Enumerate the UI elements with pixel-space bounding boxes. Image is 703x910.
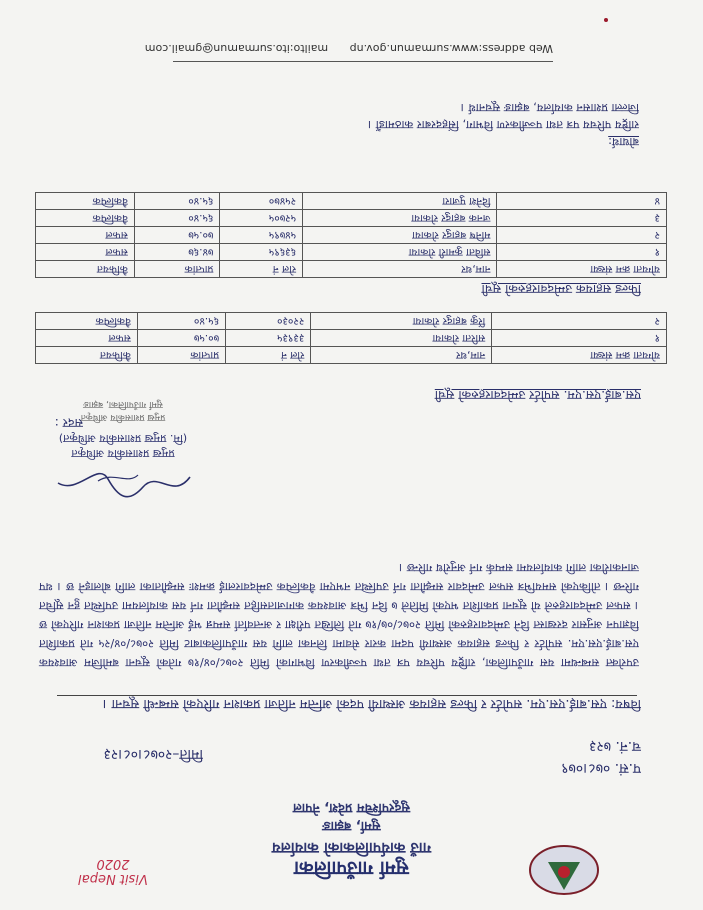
cell-roll: ३३९३५ xyxy=(226,330,311,347)
municipality-title: सुर्मा गाउँपालिका xyxy=(294,857,409,879)
signatory-name: (मि. प्रमुख प्रशासकीय अधिकृत) xyxy=(58,432,188,445)
sms-supporter-list-heading: एस.बाई.एस.एम. सपोर्टर उम्मेदवारहरुको सूची xyxy=(434,388,641,403)
field-assistant-list-heading: फिल्ड सहायक उम्मेदवारहरुको सूची xyxy=(481,282,641,297)
footer-contacts xyxy=(145,42,553,55)
table-header-row xyxy=(36,261,667,278)
table-header-row xyxy=(36,347,667,364)
table-row xyxy=(36,244,667,261)
cell-remarks: सफल xyxy=(36,227,135,244)
cell-rank: ३ xyxy=(497,210,667,227)
office-name: गाउँ कार्यपालिकाको कार्यालय xyxy=(271,839,432,857)
cell-remarks: सफल xyxy=(36,244,135,261)
signatory-title: प्रमुख प्रशासकीय अधिकृत xyxy=(71,447,175,460)
cell-name: सविता कुमारी रोकाया xyxy=(303,244,497,261)
cell-remarks: वैकल्पिक xyxy=(36,313,138,330)
cell-name: सरिता रोकाया xyxy=(311,330,492,347)
cell-roll: ५२७०५ xyxy=(220,210,303,227)
letter-subject: विषय: एस.बाई.एस.एम. सपोर्टर र फिल्ड सहायक अस्थायी पदको अन्तिम नतिजा प्रकाशन गरिएको सम्बन्धी सूचना । xyxy=(102,696,641,711)
letter-number: प.सं. ०७८।०७९ xyxy=(561,760,641,776)
cell-remarks: सफल xyxy=(36,330,138,347)
cell-score: ६५.४० xyxy=(134,193,220,210)
col-score: प्राप्तांक xyxy=(137,347,225,364)
table-row xyxy=(36,330,667,347)
sms-supporter-table xyxy=(35,312,667,364)
cell-rank: १ xyxy=(492,330,667,347)
col-rank: योग्यता क्रम संख्या xyxy=(497,261,667,278)
cell-name: मनिष बहादुर रोकाया xyxy=(303,227,497,244)
cell-score: ७०.५७ xyxy=(134,227,220,244)
address-line-2: सुदूरपश्चिम प्रदेश, नेपाल xyxy=(292,800,411,815)
col-roll: रोल नं xyxy=(226,347,311,364)
address-line-1: सुर्मा, बझाङ xyxy=(322,818,381,833)
visit-nepal-text: Visit Nepal 2020 xyxy=(78,856,148,886)
cell-rank: १ xyxy=(497,244,667,261)
subject-underline xyxy=(57,695,637,696)
col-score: प्राप्तांक xyxy=(134,261,220,278)
copy-to-label: बोधार्थ: xyxy=(608,135,639,149)
col-remarks: कैफियत xyxy=(36,347,138,364)
cell-remarks: वैकल्पिक xyxy=(36,193,135,210)
cell-score: ६५.४० xyxy=(134,210,220,227)
cell-rank: २ xyxy=(492,313,667,330)
cell-score: ७०.५७ xyxy=(137,330,225,347)
stamp-line-1: प्रमुख प्रशासकीय अधिकृत xyxy=(80,412,166,422)
copy-to-line-2: जिल्ला प्रशासन कार्यालय, बझाङ सूचनार्थ । xyxy=(460,101,639,115)
table-row xyxy=(36,227,667,244)
body-paragraph: उपरोक्त सम्बन्धमा यस गाउँपालिका, राष्ट्रिय परिचय पत्र तथा पञ्जीकरण विभागको मिति २०७८/०४/१७ गतेको सूचना बमोजिम आवश्यक एस.बाई.एस.एम. सपोर्टर र फिल्ड सहायक अस्थायी पदमा करार सेवामा लिनका लागि यस गाउँपालिकाबाट मिति २०७८/०४/२५ गते प्रकाशित विज्ञापन अनुसार दरखास्त दिने उम्मेदवारहरुको मिति २०७८/०७/१७ गते लिखित परीक्षा र अन्तर्वार्ता सम्पन्न भई अन्तिम नतिजा प्रकाशन गरिएको छ । सफल उम्मेदवारहरुले यो सूचना प्रकाशित भएको मितिले ७ दिन भित्र आवश्यक कागजातसहित सम्झौता गर्न यस कार्यालयमा उपस्थित हुन सूचित गरिन्छ । तोकिएको समयभित्र सफल उम्मेदवार सम्झौता गर्न उपस्थित नभएमा वैकल्पिक उम्मेदवारलाई क्रमशः सम्झौताका लागि बोलाइने छ । थप जानकारीका लागि कार्यालयमा सम्पर्क गर्न अनुरोध गरिन्छ । xyxy=(39,561,639,670)
table-row xyxy=(36,313,667,330)
col-name: नाम,थर xyxy=(303,261,497,278)
footer-web-address: Web address:www.surmamun.gov.np xyxy=(349,42,553,55)
col-name: नाम,थर xyxy=(311,347,492,364)
dispatch-number: च.नं. ७२३ xyxy=(589,738,641,754)
col-rank: योग्यता क्रम संख्या xyxy=(492,347,667,364)
cell-name: रिंकु बहादुर रोकाया xyxy=(311,313,492,330)
cell-roll: २२०३० xyxy=(226,313,311,330)
cell-rank: ४ xyxy=(497,193,667,210)
cell-score: ७४.६७ xyxy=(134,244,220,261)
copy-to-line-1: राष्ट्रिय परिचय पत्र तथा पञ्जीकरण विभाग, सिंहदरबार काठमाडौं । xyxy=(367,118,639,132)
footer-rule xyxy=(173,61,553,62)
cell-roll: ६३६९५ xyxy=(220,244,303,261)
sadar-label: सदर : xyxy=(54,416,83,431)
letter-date: मिति–२०७८।०८।२३ xyxy=(103,746,203,762)
cell-rank: २ xyxy=(497,227,667,244)
footer-email: mailto:ito.surmamun@gmail.com xyxy=(144,42,329,55)
table-row xyxy=(36,193,667,210)
signature-scribble xyxy=(48,465,198,505)
field-assistant-table xyxy=(35,192,667,278)
cell-score: ६५.४० xyxy=(137,313,225,330)
cell-remarks: वैकल्पिक xyxy=(36,210,135,227)
stamp-line-2: सुर्मा गाउँपालिका, बझाङ xyxy=(83,399,163,409)
cell-roll: ५४७९५ xyxy=(220,227,303,244)
copy-to-section xyxy=(368,99,639,150)
cell-roll: २५४७० xyxy=(220,193,303,210)
cell-name: जनक बहादुर रोकाया xyxy=(303,210,497,227)
col-roll: रोल नं xyxy=(220,261,303,278)
table-row xyxy=(36,210,667,227)
cell-name: दिनेश पुजारा xyxy=(303,193,497,210)
ink-dot xyxy=(604,18,608,22)
col-remarks: कैफियत xyxy=(36,261,135,278)
